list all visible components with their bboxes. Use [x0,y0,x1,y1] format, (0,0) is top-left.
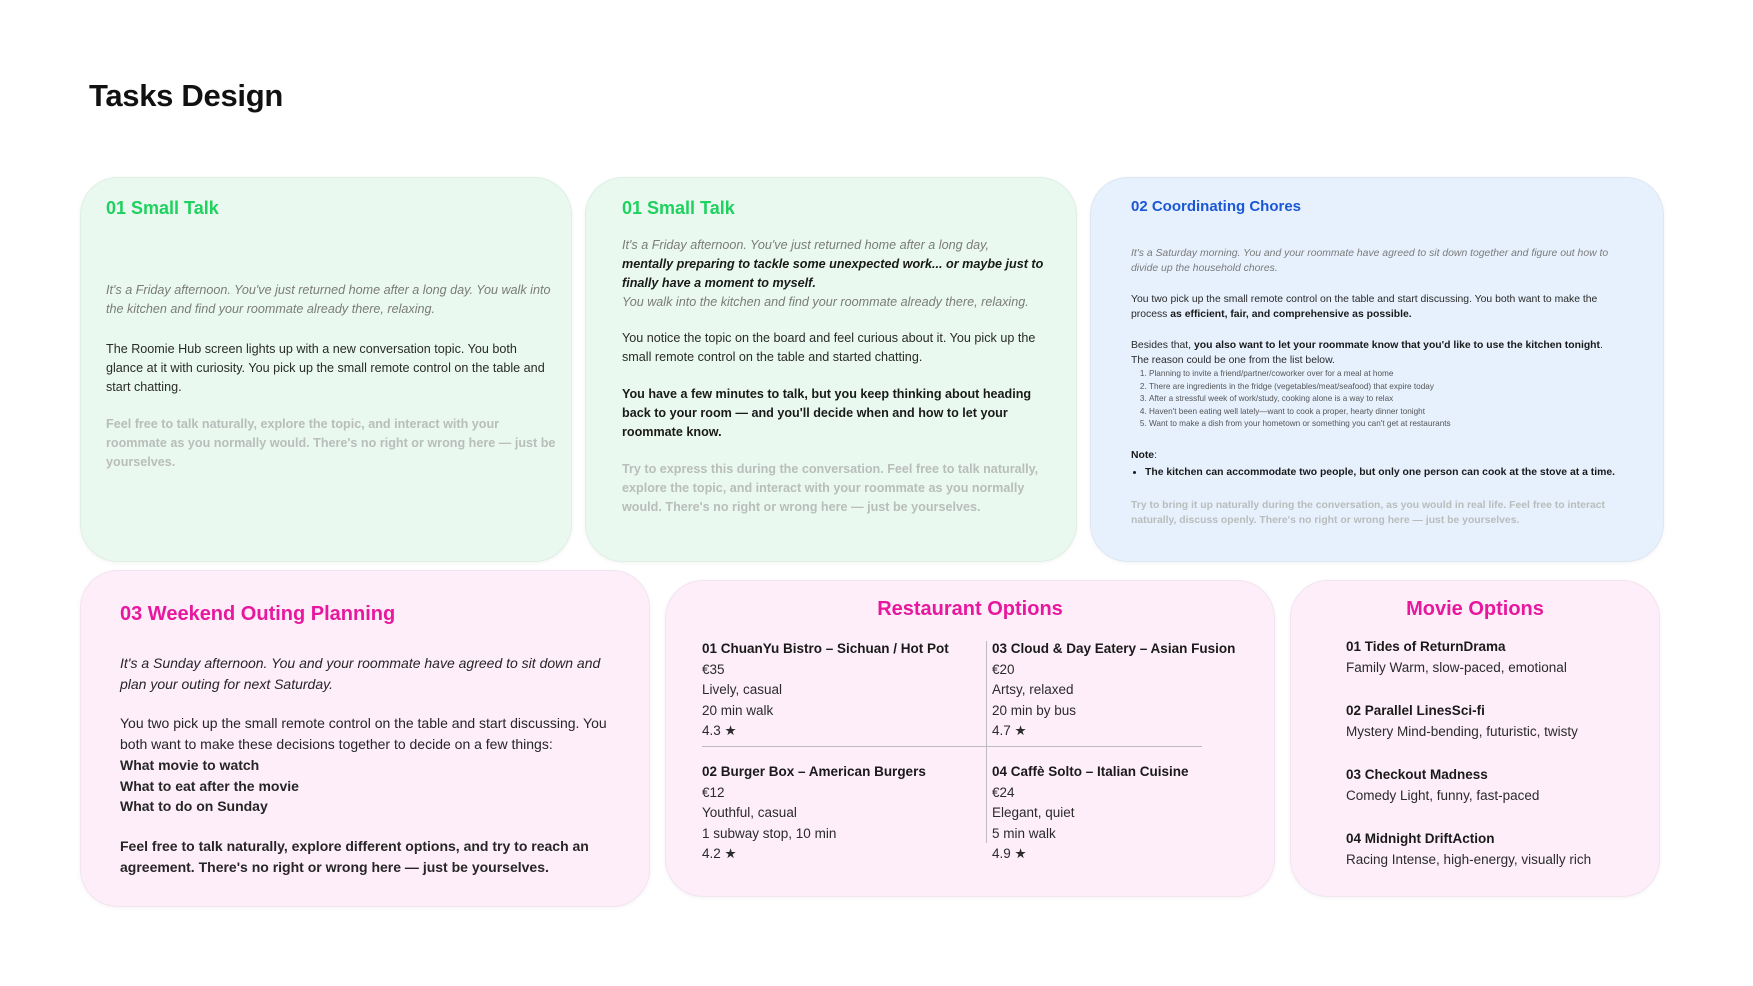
restaurant-item [702,762,962,865]
page-title: Tasks Design [89,78,283,113]
movie-name: 03 Checkout Madness [1346,767,1488,782]
restaurant-name: 03 Cloud & Day Eatery – Asian Fusion [992,641,1236,656]
card-title: Movie Options [1406,598,1544,620]
reason-intro: The reason could be one from the list below. [1131,355,1335,366]
restaurant-rating: 4.3 ★ [702,723,737,739]
movie-item [1346,637,1636,678]
footer-text: Try to express this during the conversation. Feel free to talk naturally, explore the topic, and interact with your roommate as you normally would. There's no right or wrong here — just be yourselves. [622,462,1039,514]
movie-item [1346,829,1636,870]
card-coordinating-chores [1090,177,1664,562]
movie-desc: Racing Intense, high-energy, visually rich [1346,851,1592,867]
footer-text: Feel free to talk naturally, explore different options, and try to reach an agreement. There's no right or wrong here — just be yourselves. [120,838,589,875]
card-movie-options [1290,580,1660,897]
body-text-1 [1131,292,1631,322]
body-text-1-regular: You two pick up the small remote control on the table and start discussing. You both want to make the process [1131,294,1598,320]
restaurant-name: 02 Burger Box – American Burgers [702,764,926,779]
list-item: 5. Want to make a dish from your hometown or something you can't get at restaurants [1149,418,1641,431]
restaurant-price: €20 [992,661,1015,677]
scenario-block [622,236,1062,312]
restaurant-rating: 4.9 ★ [992,846,1027,862]
card-weekend-outing [80,570,650,907]
note-colon: : [1154,450,1157,461]
footer-text: Try to bring it up naturally during the conversation, as you would in real life. Feel free to interact naturally, discuss openly. There's no right or wrong here — just be yourselves. [1131,500,1606,526]
list-item: What to eat after the movie [120,777,299,794]
body-text: You notice the topic on the board and feel curious about it. You pick up the small remote control on the table and started chatting. [622,331,1036,364]
list-item: What movie to watch [120,757,260,773]
movie-item [1346,701,1636,742]
restaurant-vibe: Youthful, casual [702,805,797,821]
movie-name: 04 Midnight DriftAction [1346,831,1495,846]
restaurant-grid [702,639,1236,862]
body-text: You two pick up the small remote control on the table and start discussing. You both want to make these decisions together to decide on a few things: [120,715,607,752]
decisions-list [120,755,600,817]
restaurant-distance: 20 min walk [702,702,774,718]
card-small-talk-1 [80,177,572,562]
body-text: The Roomie Hub screen lights up with a new conversation topic. You both glance at it with curiosity. You pick up the small remote control on the table and start chatting. [106,342,545,394]
card-title: Restaurant Options [877,598,1063,620]
scenario-text: It's a Saturday morning. You and your roommate have agreed to sit down together and figure out how to divide up the household chores. [1131,248,1609,274]
grid-divider-horizontal [702,746,1202,747]
note-block [1131,448,1641,480]
card-title: 02 Coordinating Chores [1131,198,1302,215]
kitchen-request-pre: Besides that, [1131,340,1194,351]
body-text-1-bold: as efficient, fair, and comprehensive as possible. [1170,309,1412,320]
note-label-text: Note [1131,450,1155,461]
restaurant-item [992,762,1252,865]
scenario-text: It's a Friday afternoon. You've just returned home after a long day. You walk into the kitchen and find your roommate already there, relaxing. [106,283,551,316]
kitchen-block [1131,338,1641,431]
note-list [1131,465,1641,480]
restaurant-price: €12 [702,784,725,800]
restaurant-vibe: Artsy, relaxed [992,682,1074,698]
card-title: 03 Weekend Outing Planning [120,603,396,625]
list-item: • The kitchen can accommodate two people, but only one person can cook at the stove at a time. [1145,465,1641,480]
kitchen-request-bold: you also want to let your roommate know that you'd like to use the kitchen tonight [1193,340,1600,351]
card-title: 01 Small Talk [106,198,219,218]
restaurant-name: 01 ChuanYu Bistro – Sichuan / Hot Pot [702,641,949,656]
kitchen-request-post: . [1599,340,1603,351]
movie-desc: Comedy Light, funny, fast-paced [1346,787,1540,803]
restaurant-rating: 4.2 ★ [702,846,737,862]
restaurant-item [992,639,1252,742]
scenario-text-2: You walk into the kitchen and find your roommate already there, relaxing. [622,295,1029,309]
card-small-talk-2 [585,177,1077,562]
restaurant-rating: 4.7 ★ [992,723,1027,739]
restaurant-distance: 1 subway stop, 10 min [702,825,837,841]
restaurant-distance: 20 min by bus [992,702,1077,718]
movie-name: 02 Parallel LinesSci-fi [1346,703,1485,718]
restaurant-price: €35 [702,661,725,677]
scenario-bold-text: mentally preparing to tackle some unexpected work... or maybe just to finally have a moment to myself. [622,257,1044,290]
card-restaurant-options [665,580,1275,897]
footer-text: Feel free to talk naturally, explore the topic, and interact with your roommate as you normally would. There's no right or wrong here — just be yourselves. [106,417,556,469]
movie-desc: Mystery Mind-bending, futuristic, twisty [1346,723,1578,739]
restaurant-vibe: Elegant, quiet [992,805,1075,821]
kitchen-request [1131,338,1641,353]
list-item: 4. Haven't been eating well lately—want to cook a proper, hearty dinner tonight [1149,406,1641,419]
list-item: 1. Planning to invite a friend/partner/coworker over for a meal at home [1149,368,1641,381]
list-item: 2. There are ingredients in the fridge (vegetables/meat/seafood) that expire today [1149,381,1641,394]
bold-body-text: You have a few minutes to talk, but you keep thinking about heading back to your room — and you'll decide when and how to let your roommate know. [622,387,1032,439]
restaurant-vibe: Lively, casual [702,682,783,698]
grid-divider-vertical [986,641,987,843]
note-label [1131,448,1641,463]
card-title: 01 Small Talk [622,198,735,218]
list-item: 3. After a stressful week of work/study, cooking alone is a way to relax [1149,393,1641,406]
restaurant-distance: 5 min walk [992,825,1056,841]
list-item: What to do on Sunday [120,798,268,814]
restaurant-name: 04 Caffè Solto – Italian Cuisine [992,764,1189,779]
movie-name: 01 Tides of ReturnDrama [1346,639,1506,654]
scenario-text: It's a Friday afternoon. You've just returned home after a long day, [622,238,989,252]
restaurant-item [702,639,962,742]
reasons-list [1131,368,1641,431]
movie-item [1346,765,1636,806]
movie-desc: Family Warm, slow-paced, emotional [1346,659,1567,675]
scenario-text: It's a Sunday afternoon. You and your roommate have agreed to sit down and plan your outing for next Saturday. [120,655,601,692]
restaurant-price: €24 [992,784,1015,800]
